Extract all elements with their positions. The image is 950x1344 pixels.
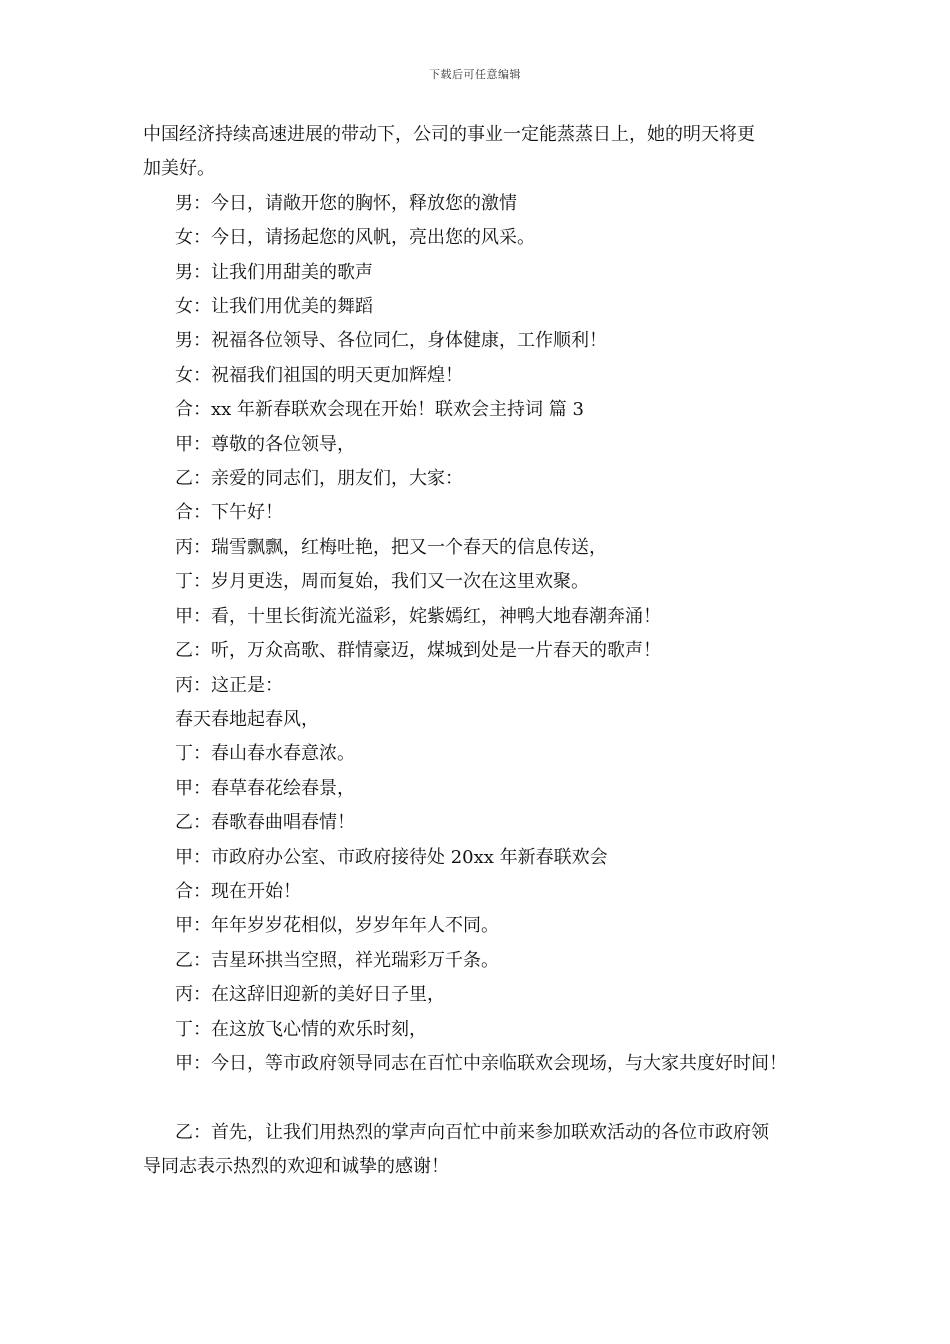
document-body xyxy=(143,118,823,1185)
paragraph-line: 中国经济持续高速进展的带动下，公司的事业一定能蒸蒸日上，她的明天将更 xyxy=(143,124,755,145)
dialogue-line: 丁：在这放飞心情的欢乐时刻， xyxy=(175,1018,427,1040)
dialogue-line: 甲：年年岁岁花相似，岁岁年年人不同。 xyxy=(175,915,499,937)
dialogue-line: 春天春地起春风， xyxy=(175,708,319,730)
dialogue-line: 男：祝福各位领导、各位同仁，身体健康，工作顺利！ xyxy=(175,330,607,352)
dialogue-line: 甲：春草春花绘春景， xyxy=(175,777,355,799)
dialogue-line: 丁：岁月更迭，周而复始，我们又一次在这里欢聚。 xyxy=(175,571,589,593)
dialogue-line: 男：今日，请敞开您的胸怀，释放您的激情 xyxy=(175,192,517,214)
dialogue-line: 甲：尊敬的各位领导， xyxy=(175,433,355,455)
paragraph-line: 导同志表示热烈的欢迎和诚挚的感谢！ xyxy=(143,1156,449,1178)
dialogue-line: 合：下午好！ xyxy=(175,502,283,524)
dialogue-line: 乙：首先，让我们用热烈的掌声向百忙中前来参加联欢活动的各位市政府领 xyxy=(175,1121,769,1143)
blank-line xyxy=(143,1081,823,1115)
dialogue-line: 乙：亲爱的同志们，朋友们，大家： xyxy=(175,468,463,490)
dialogue-line: 丁：春山春水春意浓。 xyxy=(175,743,355,765)
page-header: 下载后可任意编辑 xyxy=(429,68,521,81)
dialogue-line: 乙：吉星环拱当空照，祥光瑞彩万千条。 xyxy=(175,949,499,971)
dialogue-line: 合：xx 年新春联欢会现在开始！联欢会主持词 篇 3 xyxy=(175,399,584,421)
dialogue-line: 甲：市政府办公室、市政府接待处 20xx 年新春联欢会 xyxy=(175,846,608,868)
dialogue-line: 女：祝福我们祖国的明天更加辉煌！ xyxy=(175,364,463,386)
dialogue-line: 甲：今日，等市政府领导同志在百忙中亲临联欢会现场，与大家共度好时间！ xyxy=(175,1052,787,1074)
dialogue-line: 丙：这正是： xyxy=(175,674,283,696)
dialogue-line: 丙：在这辞旧迎新的美好日子里， xyxy=(175,984,445,1006)
paragraph-line: 加美好。 xyxy=(143,158,215,180)
dialogue-line: 丙：瑞雪飘飘，红梅吐艳，把又一个春天的信息传送， xyxy=(175,536,607,558)
dialogue-line: 乙：春歌春曲唱春情！ xyxy=(175,812,355,834)
dialogue-line: 甲：看，十里长街流光溢彩，姹紫嫣红，神鸭大地春潮奔涌！ xyxy=(175,605,661,627)
dialogue-line: 女：让我们用优美的舞蹈 xyxy=(175,296,373,318)
dialogue-line: 男：让我们用甜美的歌声 xyxy=(175,261,373,283)
dialogue-line: 合：现在开始！ xyxy=(175,880,301,902)
dialogue-line: 女：今日，请扬起您的风帆，亮出您的风采。 xyxy=(175,227,535,249)
dialogue-line: 乙：听，万众高歌、群情豪迈，煤城到处是一片春天的歌声！ xyxy=(175,640,661,662)
